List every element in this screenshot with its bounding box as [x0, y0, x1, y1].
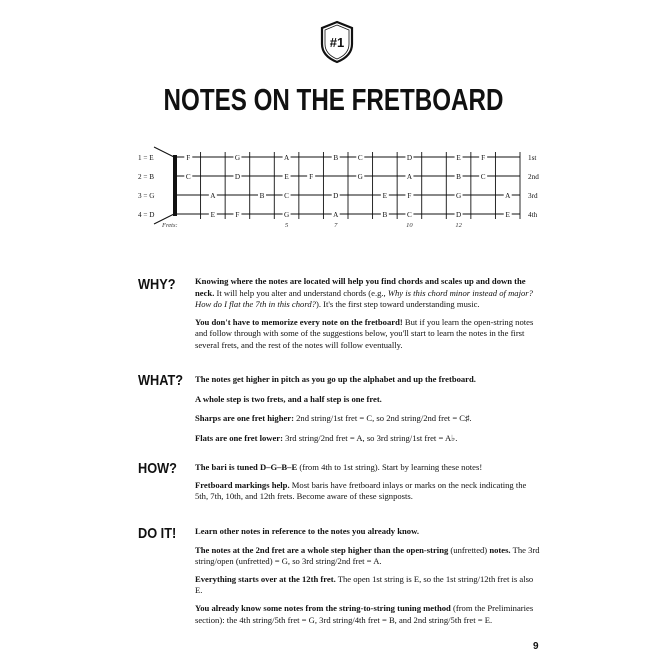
how-paragraph-2: Fretboard markings help. Most baris have fretboard inlays or marks on the neck indicating the 5th, 7th, 10th, and 12th frets. Become aware of these signposts. [195, 479, 527, 502]
note-label: C [284, 192, 289, 200]
string-label: 3 = G [138, 192, 155, 200]
note-label: D [333, 192, 339, 200]
nut [173, 155, 177, 216]
note-label: C [407, 211, 412, 219]
note-label: C [357, 154, 363, 162]
what-paragraph-1: The notes get higher in pitch as you go up the alphabet and up the fretboard. [195, 374, 476, 384]
note-label: G [455, 192, 462, 200]
what-paragraph-4: Flats are one fret lower: 3rd string/2nd fret = A, so 3rd string/1st fret = A♭. [195, 432, 458, 443]
doit-paragraph-1: Learn other notes in reference to the notes you already know. [195, 526, 419, 536]
note-label: A [210, 192, 216, 200]
note-label: A [333, 211, 339, 219]
what-label: WHAT? [138, 372, 184, 389]
why-section [195, 276, 541, 358]
page-number: 9 [533, 641, 539, 652]
note-label: E [382, 192, 388, 200]
fretboard-diagram [130, 145, 560, 235]
note-label: F [481, 154, 486, 162]
note-label: B [456, 173, 461, 181]
why-label: WHY? [138, 276, 176, 293]
doit-paragraph-3: Everything starts over at the 12th fret. The open 1st string is E, so the 1st string/12th fret is also E. [195, 573, 534, 596]
fret-number: 10 [406, 222, 413, 229]
how-label: HOW? [138, 460, 177, 477]
note-label: A [406, 173, 413, 181]
note-label: E [505, 211, 510, 219]
note-label: D [234, 173, 241, 181]
note-label: G [234, 154, 241, 162]
chapter-badge [318, 20, 356, 64]
note-label: C [185, 173, 191, 181]
note-label: F [186, 154, 191, 162]
note-label: E [210, 211, 216, 219]
what-paragraph-2: A whole step is two frets, and a half step is one fret. [195, 393, 382, 404]
how-section [195, 462, 541, 509]
note-label: A [505, 192, 511, 200]
note-label: C [480, 173, 486, 181]
doit-paragraph-4: You already know some notes from the string-to-string tuning method (from the Preliminaries section): the 4th string/5th fret = G, 3rd string/4th fret = B, and 2nd string/5th fret = E. [195, 602, 534, 625]
fret-number: 7 [334, 222, 338, 229]
string-label: 2 = B [138, 173, 155, 181]
doit-section [195, 526, 541, 632]
note-label: F [309, 173, 314, 181]
note-label: E [456, 154, 461, 162]
doit-paragraph-2: The notes at the 2nd fret are a whole step higher than the open-string (unfretted) notes. The 3rd string/open (unfretted) = G, so 3rd string/2nd fret = A. [195, 544, 540, 567]
note-label: B [333, 154, 339, 162]
frets-label: Frets: [162, 222, 178, 229]
fret-number: 5 [284, 222, 289, 229]
what-section [195, 374, 541, 450]
bracket-line [154, 147, 174, 157]
string-name: 2nd [528, 173, 539, 181]
doit-label: DO IT! [138, 525, 177, 542]
how-paragraph-1: The bari is tuned D–G–B–E (from 4th to 1st string). Start by learning these notes! [195, 462, 483, 472]
note-label: D [406, 154, 413, 162]
what-paragraph-3: Sharps are one fret higher: 2nd string/1st fret = C, so 2nd string/2nd fret = C♯. [195, 413, 472, 424]
note-label: B [259, 192, 265, 200]
why-paragraph-2: You don't have to memorize every note on the fretboard! But if you learn the open-string notes and follow through with some of the suggestions below, you'll start to learn the notes in the first several frets, and the rest of the notes will follow eventually. [195, 316, 534, 350]
string-name: 1st [528, 154, 537, 162]
note-label: B [382, 211, 388, 219]
string-label: 4 = D [138, 211, 155, 219]
note-label: E [284, 173, 289, 181]
badge-number: #1 [329, 35, 345, 50]
note-label: A [283, 154, 290, 162]
note-label: F [407, 192, 412, 200]
note-label: G [283, 211, 290, 219]
fret-number: 12 [455, 222, 462, 229]
note-label: G [357, 173, 363, 181]
string-name: 3rd [528, 192, 538, 200]
page-title: NOTES ON THE FRETBOARD [163, 82, 504, 117]
string-name: 4th [528, 211, 538, 219]
note-label: F [235, 211, 240, 219]
why-paragraph-1: Knowing where the notes are located will help you find chords and scales up and down the neck. It will help you alter and understand chords (e.g., Why is this chord minor instead of major? How do I flat the 7th in this chord?). It's the first step toward understanding music. [195, 276, 533, 310]
note-label: D [455, 211, 462, 219]
string-label: 1 = E [138, 154, 154, 162]
